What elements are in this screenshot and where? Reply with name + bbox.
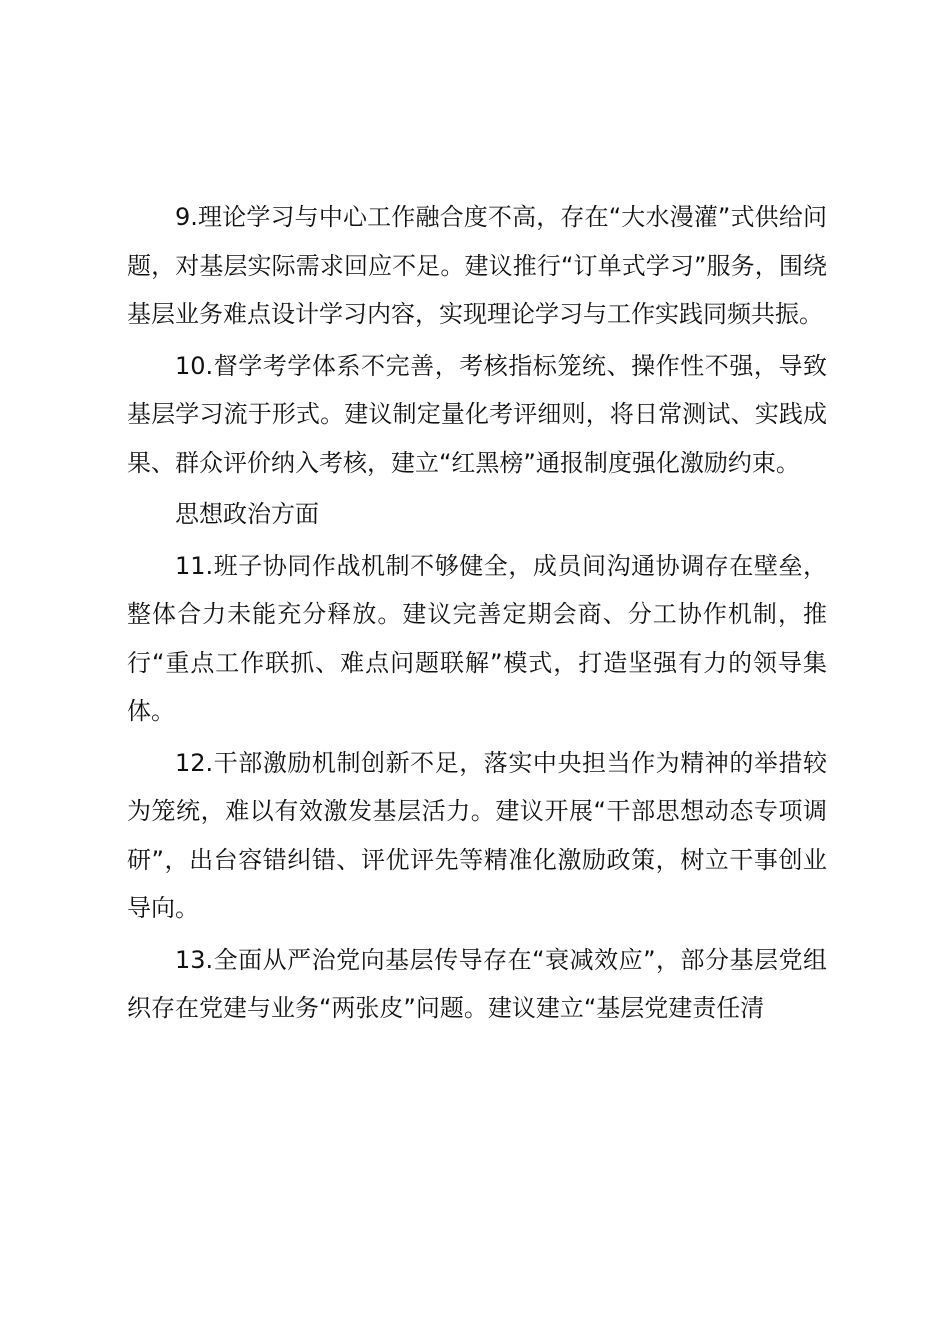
document-body <box>127 193 827 1036</box>
paragraph-item-10: 10.督学考学体系不完善，考核指标笼统、操作性不强，导致基层学习流于形式。建议制定量化考评细则，将日常测试、实践成果、群众评价纳入考核，建立“红黑榜”通报制度强化激励约束。 <box>127 351 827 477</box>
paragraph-item-12: 12.干部激励机制创新不足，落实中央担当作为精神的举措较为笼统，难以有效激发基层活力。建议开展“干部思想动态专项调研”，出台容错纠错、评优评先等精准化激励政策，树立干事创业导向。 <box>127 748 827 922</box>
paragraph-item-9: 9.理论学习与中心工作融合度不高，存在“大水漫灌”式供给问题，对基层实际需求回应不足。建议推行“订单式学习”服务，围绕基层业务难点设计学习内容，实现理论学习与工作实践同频共振。 <box>127 203 827 328</box>
paragraph-item-13: 13.全面从严治党向基层传导存在“衰减效应”，部分基层党组织存在党建与业务“两张皮”问题。建议建立“基层党建责任清 <box>127 945 827 1022</box>
paragraph-item-11: 11.班子协同作战机制不够健全，成员间沟通协调存在壁垒，整体合力未能充分释放。建议完善定期会商、分工协作机制，推行“重点工作联抓、难点问题联解”模式，打造坚强有力的领导集体。 <box>127 551 827 725</box>
section-heading: 思想政治方面 <box>175 500 319 528</box>
